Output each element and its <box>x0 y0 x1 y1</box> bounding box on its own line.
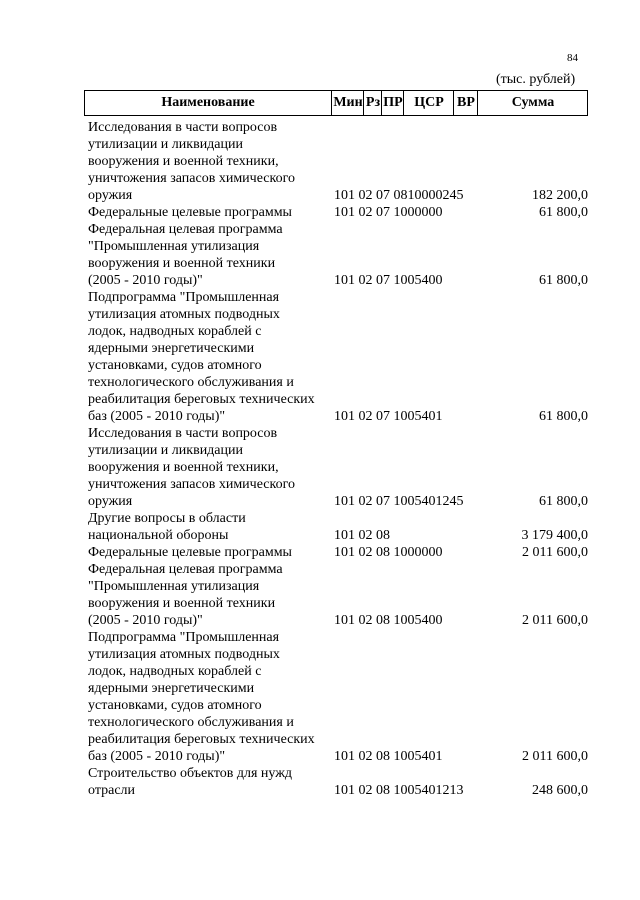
table-row <box>0 221 640 289</box>
row-code: 101 02 08 1005401 <box>334 749 443 764</box>
row-code: 101 02 07 1005401245 <box>334 494 464 509</box>
row-name: Строительство объектов для нужд отрасли <box>88 766 293 798</box>
row-sum: 61 800,0 <box>539 205 588 220</box>
row-code: 101 02 07 1000000 <box>334 205 443 220</box>
table-row <box>0 204 640 221</box>
row-name: Подпрограмма "Промышленная утилизация атомных подводных лодок, надводных кораблей с ядерными энергетическими установками, судов атомного технологического обслуживания и реабилитация береговых технических баз (2005 - 2010 годы)" <box>88 630 315 764</box>
row-name: Федеральная целевая программа "Промышленная утилизация вооружения и военной техники (2005 - 2010 годы)" <box>88 222 283 288</box>
row-sum: 182 200,0 <box>532 188 588 203</box>
table-row <box>0 510 640 544</box>
page-number: 84 <box>567 52 578 64</box>
header-name: Наименование <box>161 95 255 110</box>
row-code: 101 02 07 1005401 <box>334 409 443 424</box>
table-row <box>0 289 640 425</box>
table-row <box>0 119 640 204</box>
row-code: 101 02 07 1005400 <box>334 273 443 288</box>
row-name: Исследования в части вопросов утилизации и ликвидации вооружения и военной техники, уничтожения запасов химического оружия <box>88 120 295 203</box>
header-min: Мин <box>331 91 364 115</box>
row-sum: 2 011 600,0 <box>522 545 588 560</box>
row-code: 101 02 08 <box>334 528 390 543</box>
header-vr: ВР <box>453 91 478 115</box>
row-sum: 61 800,0 <box>539 273 588 288</box>
row-code: 101 02 08 1005400 <box>334 613 443 628</box>
row-name: Федеральные целевые программы <box>88 545 292 560</box>
row-code: 101 02 08 1005401213 <box>334 783 464 798</box>
table-row <box>0 544 640 561</box>
row-name: Другие вопросы в области национальной обороны <box>88 511 246 543</box>
header-csr: ЦСР <box>403 91 454 115</box>
row-sum: 2 011 600,0 <box>522 613 588 628</box>
table-row <box>0 765 640 799</box>
row-name: Федеральные целевые программы <box>88 205 292 220</box>
table-row <box>0 425 640 510</box>
budget-table-body <box>0 119 640 799</box>
table-row <box>0 561 640 629</box>
row-name: Исследования в части вопросов утилизации и ликвидации вооружения и военной техники, уничтожения запасов химического оружия <box>88 426 295 509</box>
row-name: Подпрограмма "Промышленная утилизация атомных подводных лодок, надводных кораблей с ядерными энергетическими установками, судов атомного технологического обслуживания и реабилитация береговых технических баз (2005 - 2010 годы)" <box>88 290 315 424</box>
table-header <box>84 90 588 116</box>
table-row <box>0 629 640 765</box>
units-label: (тыс. рублей) <box>496 72 576 87</box>
row-code: 101 02 08 1000000 <box>334 545 443 560</box>
row-sum: 61 800,0 <box>539 409 588 424</box>
row-sum: 61 800,0 <box>539 494 588 509</box>
header-rz: Рз <box>363 91 382 115</box>
row-sum: 248 600,0 <box>532 783 588 798</box>
row-sum: 2 011 600,0 <box>522 749 588 764</box>
row-code: 101 02 07 0810000245 <box>334 188 464 203</box>
row-sum: 3 179 400,0 <box>521 528 588 543</box>
row-name: Федеральная целевая программа "Промышленная утилизация вооружения и военной техники (2005 - 2010 годы)" <box>88 562 283 628</box>
header-sum: Сумма <box>477 91 588 115</box>
header-pr: ПР <box>381 91 404 115</box>
